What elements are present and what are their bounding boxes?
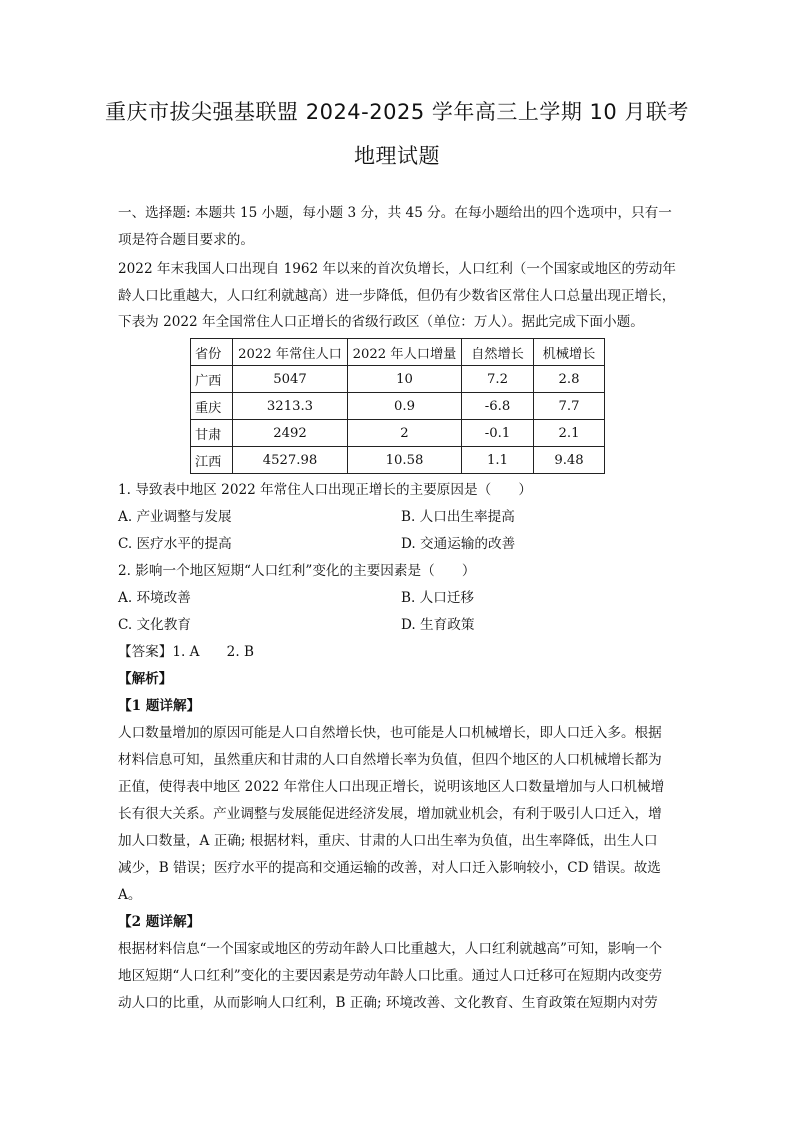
table-cell: 重庆 xyxy=(191,393,233,420)
q1-option-a: A. 产业调整与发展 xyxy=(118,509,232,525)
table-cell: 2 xyxy=(348,420,462,447)
table-header-row xyxy=(191,339,605,366)
table-row xyxy=(191,393,605,420)
table-row xyxy=(191,420,605,447)
detail-1-line: A。 xyxy=(118,887,142,903)
table-cell: 4527.98 xyxy=(233,447,348,474)
detail-1-line: 长有很大关系。产业调整与发展能促进经济发展，增加就业机会，有利于吸引人口迁入，增 xyxy=(118,806,662,822)
section-instruction-line: 一、选择题: 本题共 15 小题，每小题 3 分，共 45 分。在每小题给出的四个选项中，只有一 xyxy=(118,205,672,221)
table-cell: -0.1 xyxy=(462,420,534,447)
q2-option-c: C. 文化教育 xyxy=(118,617,191,633)
table-header: 2022 年人口增量 xyxy=(348,339,462,366)
question-1-stem: 1. 导致表中地区 2022 年常住人口出现正增长的主要原因是（ ） xyxy=(118,482,532,498)
material-line: 龄人口比重越大，人口红利就越高）进一步降低，但仍有少数省区常住人口总量出现正增长， xyxy=(118,288,676,304)
detail-1-line: 加人口数量，A 正确; 根据材料，重庆、甘肃的人口出生率为负值，出生率降低，出生人口 xyxy=(118,833,658,849)
detail-2-line: 根据材料信息“一个国家或地区的劳动年龄人口比重越大，人口红利就越高”可知，影响一个 xyxy=(118,941,663,957)
answer-line: 【答案】1. A 2. B xyxy=(118,644,254,660)
table-cell: 2.1 xyxy=(534,420,605,447)
population-table xyxy=(190,338,605,474)
table-cell: 0.9 xyxy=(348,393,462,420)
table-cell: 3213.3 xyxy=(233,393,348,420)
detail-1-line: 正值，使得表中地区 2022 年常住人口出现正增长，说明该地区人口数量增加与人口机械增 xyxy=(118,779,665,795)
q1-option-d: D. 交通运输的改善 xyxy=(401,536,516,552)
table-row xyxy=(191,366,605,393)
table-cell: 7.2 xyxy=(462,366,534,393)
detail-1-label: 【1 题详解】 xyxy=(118,698,201,714)
table-cell: 10 xyxy=(348,366,462,393)
material-line: 2022 年末我国人口出现自 1962 年以来的首次负增长，人口红利（一个国家或地区的劳动年 xyxy=(118,261,676,277)
detail-2-line: 地区短期“人口红利”变化的主要因素是劳动年龄人口比重。通过人口迁移可在短期内改变劳 xyxy=(118,968,663,984)
table-cell: 9.48 xyxy=(534,447,605,474)
detail-1-line: 人口数量增加的原因可能是人口自然增长快，也可能是人口机械增长，即人口迁入多。根据 xyxy=(118,725,662,741)
detail-2-label: 【2 题详解】 xyxy=(118,914,201,930)
table-cell: 江西 xyxy=(191,447,233,474)
table-cell: 7.7 xyxy=(534,393,605,420)
q2-option-d: D. 生育政策 xyxy=(401,617,475,633)
table-header: 省份 xyxy=(191,339,233,366)
detail-2-line: 动人口的比重，从而影响人口红利，B 正确; 环境改善、文化教育、生育政策在短期内对劳 xyxy=(118,995,658,1011)
detail-1-line: 减少，B 错误；医疗水平的提高和交通运输的改善，对人口迁入影响较小，CD 错误。故选 xyxy=(118,860,661,876)
table-cell: 甘肃 xyxy=(191,420,233,447)
q2-option-b: B. 人口迁移 xyxy=(401,590,475,606)
detail-1-line: 材料信息可知，虽然重庆和甘肃的人口自然增长率为负值，但四个地区的人口机械增长都为 xyxy=(118,752,662,768)
table-header: 机械增长 xyxy=(534,339,605,366)
question-2-stem: 2. 影响一个地区短期“人口红利”变化的主要因素是（ ） xyxy=(118,563,476,579)
exam-subtitle: 地理试题 xyxy=(354,144,440,168)
table-cell: 1.1 xyxy=(462,447,534,474)
table-cell: 广西 xyxy=(191,366,233,393)
section-instruction-line: 项是符合题目要求的。 xyxy=(118,232,254,248)
table-row xyxy=(191,447,605,474)
table-cell: -6.8 xyxy=(462,393,534,420)
table-cell: 2492 xyxy=(233,420,348,447)
analysis-label: 【解析】 xyxy=(118,671,173,687)
table-header: 自然增长 xyxy=(462,339,534,366)
table-header: 2022 年常住人口 xyxy=(233,339,348,366)
table-cell: 10.58 xyxy=(348,447,462,474)
q1-option-b: B. 人口出生率提高 xyxy=(401,509,515,525)
table-cell: 5047 xyxy=(233,366,348,393)
q1-option-c: C. 医疗水平的提高 xyxy=(118,536,232,552)
material-line: 下表为 2022 年全国常住人口正增长的省级行政区（单位：万人）。据此完成下面小题。 xyxy=(118,314,644,330)
table-cell: 2.8 xyxy=(534,366,605,393)
exam-title: 重庆市拔尖强基联盟 2024-2025 学年高三上学期 10 月联考 xyxy=(105,100,689,124)
q2-option-a: A. 环境改善 xyxy=(118,590,191,606)
